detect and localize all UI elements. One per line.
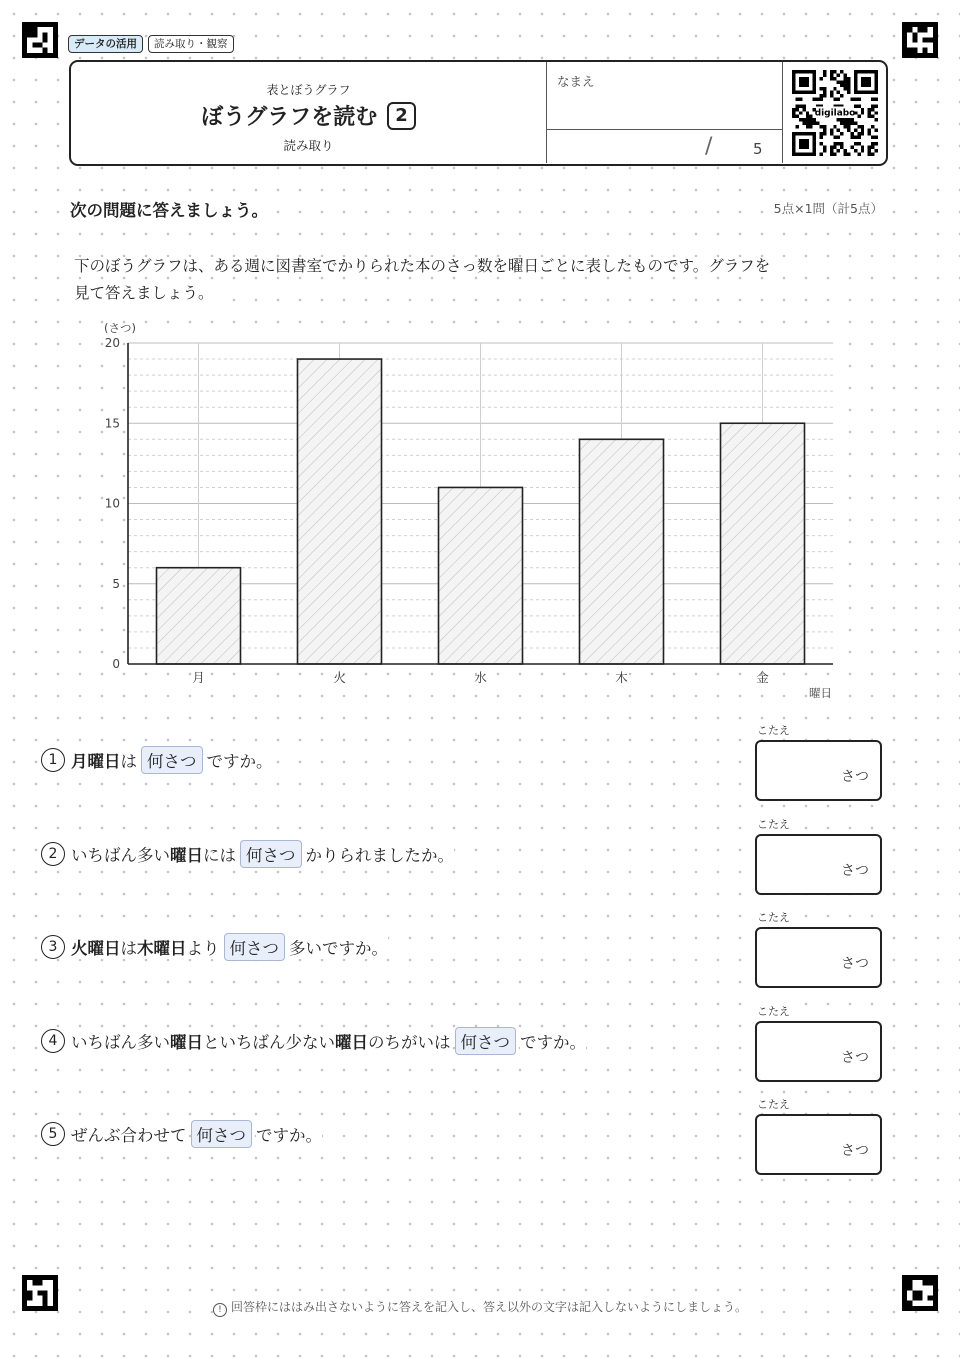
question-4 bbox=[41, 1027, 586, 1055]
question-text: は bbox=[121, 935, 138, 959]
score-slash: / bbox=[705, 134, 713, 159]
description-line-2: 見て答えましょう。 bbox=[74, 284, 214, 302]
answer-label: こたえ bbox=[757, 1004, 790, 1018]
title-area bbox=[71, 62, 546, 163]
question-5 bbox=[41, 1120, 322, 1148]
footer-text: 回答枠にははみ出さないように答えを記入し、答え以外の文字は記入しないようにしましょう。 bbox=[230, 1300, 747, 1314]
y-tick-label: 5 bbox=[112, 576, 120, 591]
problem-description bbox=[74, 253, 884, 307]
answer-box-2[interactable] bbox=[755, 834, 882, 895]
question-number: 3 bbox=[41, 935, 65, 959]
answer-label: こたえ bbox=[757, 724, 790, 737]
question-text: いちばん多い bbox=[71, 1029, 170, 1053]
bar-5 bbox=[721, 423, 805, 664]
bar-1 bbox=[157, 568, 241, 664]
tag-data-usage: データの活用 bbox=[68, 35, 143, 53]
question-text: は bbox=[121, 748, 138, 772]
y-tick-label: 10 bbox=[104, 496, 120, 511]
question-highlight: 何さつ bbox=[455, 1027, 517, 1055]
answer-box-3[interactable] bbox=[755, 927, 882, 988]
question-number: 2 bbox=[41, 842, 65, 866]
answer-unit: さつ bbox=[841, 862, 869, 879]
x-category-label: 金 bbox=[756, 670, 769, 685]
answer-unit: さつ bbox=[841, 1049, 869, 1066]
question-highlight: 何さつ bbox=[191, 1120, 253, 1148]
question-text: いちばん多い bbox=[71, 842, 170, 866]
bar-4 bbox=[580, 439, 664, 664]
question-text: といちばん少ない bbox=[203, 1029, 335, 1053]
answer-box-1[interactable] bbox=[755, 740, 882, 801]
answer-unit: さつ bbox=[841, 769, 869, 785]
bar-2 bbox=[298, 359, 382, 664]
x-axis-label: 曜日 bbox=[809, 686, 832, 700]
answer-box-5[interactable] bbox=[755, 1114, 882, 1175]
answer-unit: さつ bbox=[841, 1143, 869, 1159]
question-2 bbox=[41, 840, 454, 868]
score-total: 5 bbox=[753, 140, 763, 158]
corner-marker-top-left bbox=[22, 22, 58, 58]
question-text: ですか。 bbox=[520, 1029, 586, 1053]
score-row bbox=[547, 129, 783, 164]
worksheet-title: ぼうグラフを読む bbox=[201, 105, 378, 130]
y-tick-label: 15 bbox=[104, 416, 120, 431]
x-category-label: 火 bbox=[333, 670, 346, 685]
question-text: には bbox=[203, 842, 236, 866]
question-highlight: 何さつ bbox=[224, 933, 286, 961]
description-line-1: 下のぼうグラフは、ある週に図書室でかりられた本のさっ数を曜日ごとに表したものです。グラフを bbox=[74, 257, 771, 275]
qr-label: digilabo bbox=[814, 107, 855, 118]
question-text: ですか。 bbox=[256, 1122, 322, 1146]
question-text: かりられましたか。 bbox=[306, 842, 455, 866]
answer-label: こたえ bbox=[757, 817, 790, 831]
bar-3 bbox=[439, 487, 523, 664]
answer-label: こたえ bbox=[757, 1098, 790, 1111]
question-text: のちがいは bbox=[368, 1029, 451, 1053]
question-number: 1 bbox=[41, 748, 65, 772]
question-1 bbox=[41, 746, 273, 774]
info-icon: ! bbox=[213, 1303, 227, 1317]
y-axis-label: (さつ) bbox=[104, 321, 136, 335]
question-3 bbox=[41, 933, 388, 961]
question-text: 火曜日 bbox=[71, 935, 121, 959]
worksheet-header bbox=[69, 60, 888, 166]
x-category-label: 月 bbox=[192, 670, 205, 685]
worksheet-subtitle: 表とぼうグラフ bbox=[266, 83, 351, 97]
worksheet-title-row bbox=[71, 100, 546, 131]
question-number: 4 bbox=[41, 1029, 65, 1053]
question-text: 月曜日 bbox=[71, 748, 121, 772]
question-text: 曜日 bbox=[335, 1029, 368, 1053]
question-highlight: 何さつ bbox=[141, 746, 203, 774]
question-highlight: 何さつ bbox=[240, 840, 302, 868]
question-text: 曜日 bbox=[170, 1029, 203, 1053]
qr-code bbox=[782, 62, 886, 163]
tag-reading-observation: 読み取り・観察 bbox=[148, 35, 234, 53]
instruction: 次の問題に答えましょう。 bbox=[70, 197, 268, 221]
question-number: 5 bbox=[41, 1122, 65, 1146]
y-tick-label: 0 bbox=[112, 657, 120, 671]
answer-box-4[interactable] bbox=[755, 1021, 882, 1082]
corner-marker-top-right bbox=[902, 22, 938, 58]
question-text: より bbox=[187, 935, 220, 959]
question-text: ぜんぶ合わせて bbox=[71, 1122, 187, 1146]
worksheet-caption: 読み取り bbox=[283, 138, 334, 153]
x-category-label: 木 bbox=[615, 670, 628, 685]
question-text: ですか。 bbox=[207, 748, 273, 772]
worksheet-number: 2 bbox=[387, 102, 416, 130]
points-info: 5点×1問（計5点） bbox=[773, 201, 883, 216]
x-category-label: 水 bbox=[474, 670, 487, 685]
name-area bbox=[546, 62, 783, 163]
question-text: 木曜日 bbox=[137, 935, 187, 959]
answer-label: こたえ bbox=[757, 911, 790, 924]
bar-chart bbox=[90, 316, 850, 706]
question-text: 曜日 bbox=[170, 842, 203, 866]
bar-chart-svg bbox=[90, 316, 850, 706]
y-tick-label: 20 bbox=[104, 336, 120, 350]
name-label: なまえ bbox=[557, 74, 595, 89]
question-text: 多いですか。 bbox=[289, 935, 388, 959]
footer-note bbox=[0, 1298, 960, 1317]
answer-unit: さつ bbox=[841, 956, 869, 972]
category-tags bbox=[68, 35, 234, 53]
